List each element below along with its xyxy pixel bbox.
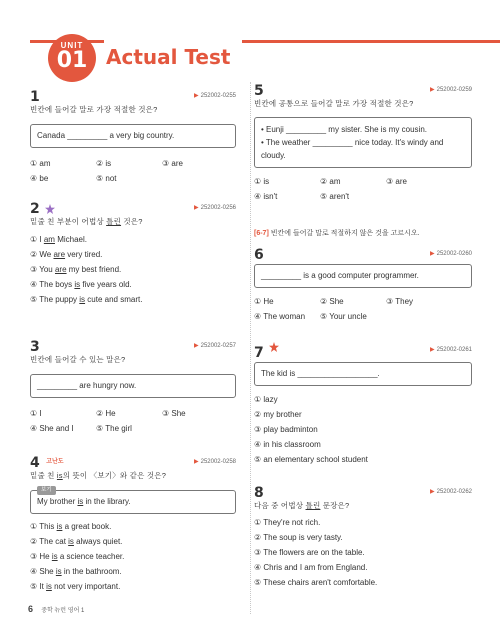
option-4[interactable]: ④ She and I [30,424,74,433]
question-box: _________ is a good computer programmer. [254,264,472,288]
option-2[interactable]: ② is [96,159,112,168]
question-prompt: 밑줄 친 부분이 어법상 틀린 것은? [30,217,143,226]
code-marker-icon: ▶ [194,205,199,211]
option-3[interactable]: ③ They [386,297,414,306]
unit-label: UNIT [60,41,84,50]
question-number: 1 [30,89,40,105]
option-3[interactable]: ③ are [386,177,407,186]
page-title: Actual Test [104,40,242,74]
option-3[interactable]: ③ You are my best friend. [30,265,122,274]
example-box: 보기 My brother is in the library. [30,490,236,514]
code-marker-icon: ▶ [430,347,435,353]
question-box: Canada _________ a very big country. [30,124,236,148]
option-4[interactable]: ④ The boys is five years old. [30,280,132,289]
option-5[interactable]: ⑤ Your uncle [320,312,367,321]
question-number: 4 [30,455,40,471]
difficulty-tag: 고난도 [46,459,64,465]
option-4[interactable]: ④ isn't [254,192,278,201]
header-rule [30,40,500,43]
question-number: 8 [254,485,264,501]
option-4[interactable]: ④ The woman [254,312,306,321]
question-code: ▶ 252002-0257 [194,343,236,349]
option-1[interactable]: ① I am Michael. [30,235,87,244]
option-2[interactable]: ② The cat is always quiet. [30,537,123,546]
question-3 [30,338,236,436]
question-number: 3 [30,339,40,355]
star-icon [45,204,55,214]
code-marker-icon: ▶ [430,251,435,257]
code-marker-icon: ▶ [430,489,435,495]
question-code: ▶ 252002-0260 [430,251,472,257]
option-1[interactable]: ① am [30,159,51,168]
question-code: ▶ 252002-0256 [194,205,236,211]
question-5 [254,82,472,204]
page-footer [28,604,84,614]
question-6 [254,246,472,324]
question-prompt: 빈칸에 들어갈 수 있는 말은? [30,355,126,364]
option-4[interactable]: ④ Chris and I am from England. [254,563,368,572]
option-3[interactable]: ③ The flowers are on the table. [254,548,365,557]
option-2[interactable]: ② my brother [254,410,302,419]
option-2[interactable]: ② We are very tired. [30,250,103,259]
option-1[interactable]: ① They're not rich. [254,518,321,527]
unit-badge [48,34,96,82]
example-label: 보기 [37,486,56,495]
question-code: ▶ 252002-0258 [194,459,236,465]
code-marker-icon: ▶ [430,87,435,93]
box-line-2: • The weather _________ nice today. It's windy and cloudy. [261,138,444,160]
question-code: ▶ 252002-0261 [430,347,472,353]
box-line-1: • Eunji _________ my sister. She is my cousin. [261,125,427,134]
option-1[interactable]: ① He [254,297,274,306]
question-code: ▶ 252002-0262 [430,489,472,495]
option-1[interactable]: ① is [254,177,270,186]
code-marker-icon: ▶ [194,459,199,465]
question-number: 5 [254,83,264,99]
option-3[interactable]: ③ She [162,409,186,418]
option-5[interactable]: ⑤ an elementary school student [254,455,368,464]
option-5[interactable]: ⑤ These chairs aren't comfortable. [254,578,378,587]
question-number: 7 [254,345,264,361]
option-4[interactable]: ④ be [30,174,49,183]
question-prompt: 빈칸에 공통으로 들어갈 말로 가장 적절한 것은? [254,99,414,108]
option-2[interactable]: ② am [320,177,341,186]
option-4[interactable]: ④ She is in the bathroom. [30,567,122,576]
question-box [254,117,472,168]
book-title: 중학 뉴런 영어 1 [41,608,85,614]
option-5[interactable]: ⑤ aren't [320,192,350,201]
option-3[interactable]: ③ play badminton [254,425,318,434]
option-5[interactable]: ⑤ The puppy is cute and smart. [30,295,143,304]
question-number: 6 [254,247,264,263]
option-5[interactable]: ⑤ The girl [96,424,132,433]
option-5[interactable]: ⑤ not [96,174,117,183]
option-1[interactable]: ① I [30,409,42,418]
question-code: ▶ 252002-0259 [430,87,472,93]
option-3[interactable]: ③ He is a science teacher. [30,552,125,561]
option-2[interactable]: ② The soup is very tasty. [254,533,343,542]
question-box: The kid is __________________. [254,362,472,386]
option-1[interactable]: ① lazy [254,395,278,404]
option-3[interactable]: ③ are [162,159,183,168]
page-number: 6 [28,604,34,614]
code-marker-icon: ▶ [194,93,199,99]
question-1 [30,88,236,186]
option-2[interactable]: ② She [320,297,344,306]
option-5[interactable]: ⑤ It is not very important. [30,582,121,591]
section-instruction: [6-7] 빈칸에 들어갈 말로 적절하지 않은 것을 고르시오. [254,230,420,237]
question-code: ▶ 252002-0255 [194,93,236,99]
question-7 [254,342,472,467]
question-8 [254,484,472,590]
question-4 [30,454,236,594]
question-number: 2 [30,201,40,217]
question-prompt: 밑줄 친 is의 뜻이 〈보기〉와 같은 것은? [30,471,167,480]
option-4[interactable]: ④ in his classroom [254,440,321,449]
question-prompt: 빈칸에 들어갈 말로 가장 적절한 것은? [30,105,158,114]
question-box: _________ are hungry now. [30,374,236,398]
question-2 [30,200,236,307]
option-2[interactable]: ② He [96,409,116,418]
question-prompt: 다음 중 어법상 틀린 문장은? [254,501,350,510]
star-icon [269,342,279,352]
unit-number: 01 [56,48,88,73]
option-1[interactable]: ① This is a great book. [30,522,112,531]
column-divider [250,82,251,614]
code-marker-icon: ▶ [194,343,199,349]
